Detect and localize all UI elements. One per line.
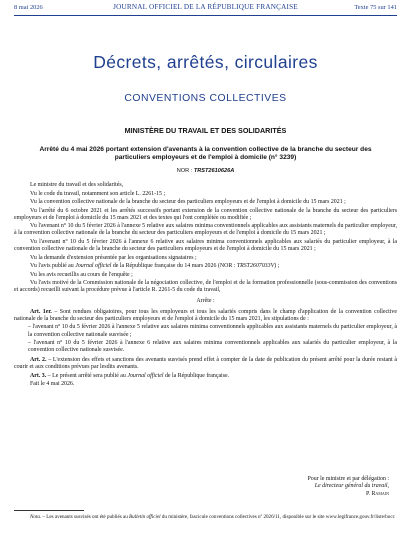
article-1 (14, 309, 397, 323)
text-run: de la République française du 14 mars 2026 (NOR : (111, 263, 237, 270)
footnote (14, 514, 397, 520)
article-label: Art. 3. (30, 372, 47, 379)
text-run: – Sont rendues obligatoires, pour tous les employeurs et tous les salariés compris dans le champ d'application de la convention collective nationale de la branche du secteur des particuliers employeurs et de l'emploi à domicile du 15 mars 2021, les stipulations de : (14, 308, 397, 322)
text-run-italic: TRST2607033V (236, 263, 275, 270)
signature-block (308, 476, 389, 498)
text-run: de la République française. (163, 372, 230, 379)
paragraph: Vu le code du travail, notamment son article L. 2261-15 ; (30, 190, 166, 197)
article-2 (14, 357, 397, 371)
ministry-name: MINISTÈRE DU TRAVAIL ET DES SOLIDARITÉS (124, 126, 287, 135)
text-reference: Texte 75 sur 141 (354, 4, 397, 11)
note-label: Nota. (30, 514, 42, 520)
journal-name: JOURNAL OFFICIEL DE LA RÉPUBLIQUE FRANÇAISE (113, 3, 298, 11)
paragraph: Vu les avis recueillis au cours de l'enquête ; (30, 271, 133, 278)
text-run-italic: Journal officiel (127, 372, 164, 379)
text-run: – Le présent arrêté sera publié au (46, 372, 128, 379)
signature-title: Le directeur général du travail, (314, 483, 389, 490)
signatory-name: P. Ramain (365, 490, 389, 497)
list-item: – l'avenant n° 10 du 5 février 2026 à l'annexe 5 relative aux salaires minima conventionnels applicables aux assistants maternels du particulier employeur, à la convention collective nationale susvisée ; (28, 324, 397, 338)
text-run: ) ; (274, 263, 280, 270)
nor-code: TRST2610626A (193, 168, 235, 174)
paragraph: Vu la convention collective nationale de la branche du secteur des particuliers employeurs et de l'emploi à domicile du 15 mars 2021 ; (30, 199, 346, 205)
text-run: – Les avenants susvisés ont été publiés au (41, 514, 130, 520)
nor-reference (0, 168, 411, 174)
paragraph: Vu l'avenant n° 10 du 5 février 2026 à l'annexe 5 relative aux salaires minima conventionnels applicables aux assistants maternels du particulier employeur, à la convention collective nationale de la branche du secteur des particuliers employeurs et de l'emploi à domicile du 15 mars 2021 ; (14, 223, 397, 237)
paragraph: Vu l'avenant n° 10 du 5 février 2026 à l'annexe 6 relative aux salaires minima conventionnels applicables aux salariés du particulier employeur, à la convention collective nationale de la branche du secteur des particuliers employeurs et de l'emploi à domicile du 15 mars 2021 ; (14, 238, 397, 253)
signature-line: Pour le ministre et par délégation : (307, 476, 389, 482)
nor-label: NOR : (176, 168, 194, 174)
decree-body (14, 182, 397, 390)
text-run: Vu l'avis publié au (30, 263, 76, 270)
footnote-divider (14, 510, 84, 511)
journal-header (14, 3, 397, 16)
signing-date: Fait le 4 mai 2026. (30, 381, 75, 388)
paragraph (14, 263, 397, 270)
text-run-italic: Bulletin officiel (129, 514, 161, 520)
section-title: Décrets, arrêtés, circulaires (93, 52, 318, 72)
text-run-italic: Journal officiel (75, 263, 112, 270)
list-item: – l'avenant n° 10 du 5 février 2026 à l'annexe 6 relative aux salaires minima conventionnels applicables aux salariés du particulier employeur, à la convention collective nationale susvisée. (28, 340, 397, 354)
arrete-heading: Arrête : (196, 297, 215, 304)
article-label: Art. 1er. (30, 308, 52, 315)
paragraph: Vu l'arrêté du 6 octobre 2021 et les arrêtés successifs portant extension de la convention collective nationale de la branche du secteur des particuliers employeurs et de l'emploi à domicile du 15 mars 2021 et des textes qui l'ont complétée ou modifiée ; (14, 207, 397, 221)
sub-title: CONVENTIONS COLLECTIVES (124, 93, 287, 104)
text-run: du ministère, fascicule conventions collectives nº 2026/11, disponible sur le site www.legifrance.gouv.fr/liste/bocc (160, 514, 395, 520)
paragraph: Le ministre du travail et des solidarités, (30, 182, 124, 188)
paragraph: Vu la demande d'extension présentée par les organisations signataires ; (30, 254, 197, 261)
decree-title: Arrêté du 4 mai 2026 portant extension d'avenants à la convention collective de la branche du secteur des particuliers employeurs et de l'emploi à domicile (n° 3239) (39, 146, 372, 162)
article-label: Art. 2. (30, 356, 47, 363)
publication-date: 8 mai 2026 (14, 4, 43, 11)
text-run: – L'extension des effets et sanctions des avenants susvisés prend effet à compter de la date de publication du présent arrêté pour la durée restant à courir et aux conditions prévues par lesdits avenants. (14, 356, 398, 370)
paragraph: Vu l'avis motivé de la Commission nationale de la négociation collective, de l'emploi et de la formation professionnelle (sous-commission des conventions et accords) recueilli suivant la procédure prévue à l'article R. 2261-5 du code du travail, (14, 280, 397, 294)
article-3 (14, 373, 397, 380)
